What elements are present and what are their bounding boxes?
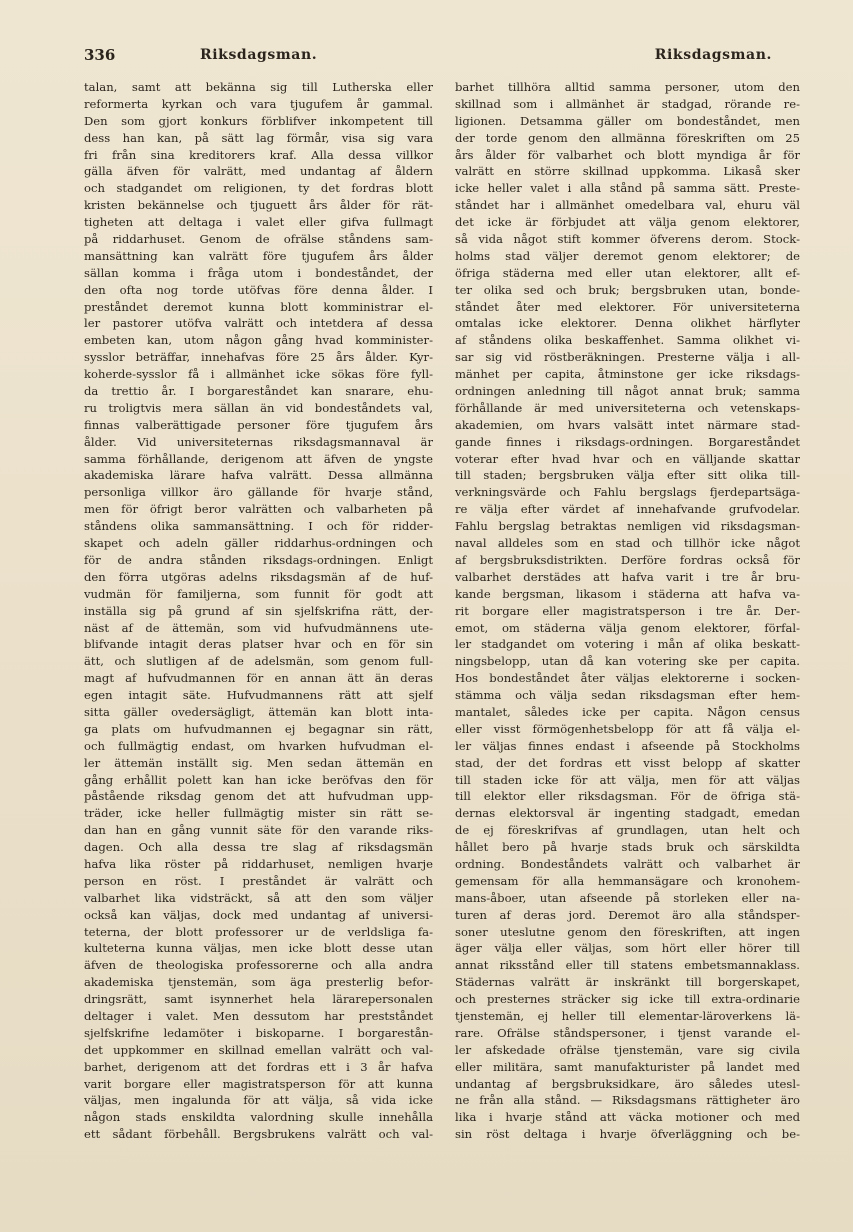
text-line: dan han en gång vunnit säte för den varande riks- <box>84 823 433 838</box>
text-line: gång erhållit polett kan han icke beröfvas den för <box>84 772 433 787</box>
text-line: påstående riksdag genom det att hufvudman upp- <box>84 789 433 804</box>
text-line: Hos bondeståndet åter väljas elektorerne i socken- <box>455 671 800 686</box>
text-line: akademiska tjenstemän, som äga presterlig befor- <box>84 975 433 990</box>
text-line: Den som gjort konkurs förblifver inkompetent till <box>84 113 433 128</box>
text-line: personliga villkor äro gällande för hvarje stånd, <box>84 485 433 500</box>
text-line: äfven de theologiska professorerne och alla andra <box>84 958 433 973</box>
text-line: ningsbelopp, utan då kan votering ske per capita. <box>455 654 800 669</box>
text-line: verkningsvärde och Fahlu bergslags fjerdepartsäga- <box>455 485 800 500</box>
text-line: mans-åboer, utan afseende på storleken eller na- <box>455 890 800 905</box>
text-line: blifvande intagit deras platser hvar och en för sin <box>84 637 433 652</box>
text-line: akademiska lärare hafva valrätt. Dessa allmänna <box>84 468 433 483</box>
text-line: förhållande är med universiteterna och vetenskaps- <box>455 400 800 415</box>
text-line: kristen bekännelse och tjuguett års ålder för rät- <box>84 198 433 213</box>
text-line: ett sådant förbehåll. Bergsbrukens valrätt och val- <box>84 1127 433 1142</box>
text-line: dringsrätt, samt isynnerhet hela lärarepersonalen <box>84 992 433 1007</box>
text-line: till staden icke för att välja, men för att väljas <box>455 772 800 787</box>
text-line: det icke är förbjudet att välja genom elektorer, <box>455 215 800 230</box>
text-line: lika i hvarje stånd att väcka motioner och med <box>455 1110 800 1125</box>
text-line: sar sig vid röstberäkningen. Presterne välja i all- <box>455 350 800 365</box>
text-line: talan, samt att bekänna sig till Lutherska eller <box>84 80 433 94</box>
text-line: eller militära, samt manufakturister på landet med <box>455 1059 800 1074</box>
text-line: ter olika sed och bruk; bergsbruken utan, bonde- <box>455 282 800 297</box>
text-line: ga plats om hufvudmannen ej begagnar sin rätt, <box>84 721 433 736</box>
text-line: barhet tillhöra alltid samma personer, utom den <box>455 80 800 94</box>
text-line: sin röst deltaga i hvarje öfverläggning och be- <box>455 1127 800 1142</box>
text-line: soner uteslutne genom den föreskriften, att ingen <box>455 924 800 939</box>
text-line: till elektor eller riksdagsman. För de öfriga stä- <box>455 789 800 804</box>
text-line: koherde-sysslor få i allmänhet icke sökas före fyll- <box>84 367 433 382</box>
text-line: kulteterna kunna väljas, men icke blott desse utan <box>84 941 433 956</box>
text-line: äger välja eller väljas, som hört eller hörer till <box>455 941 800 956</box>
text-line: gälla äfven för valrätt, med undantag af åldern <box>84 164 433 179</box>
text-line: fri från sina kreditorers kraf. Alla dessa villkor <box>84 147 433 162</box>
text-line: och presternes sträcker sig icke till extra-ordinarie <box>455 992 800 1007</box>
text-line: da trettio år. I borgareståndet kan snarare, ehu- <box>84 384 433 399</box>
text-line: mänhet per capita, åtminstone ger icke riksdags- <box>455 367 800 382</box>
text-line: vudmän för familjerna, som funnit för godt att <box>84 586 433 601</box>
running-head-right: Riksdagsman. <box>654 47 772 63</box>
text-line: stad, der det fordras ett visst belopp af skatter <box>455 755 800 770</box>
text-line: ligionen. Detsamma gäller om bondeståndet, men <box>455 113 800 128</box>
text-line: magt af hufvudmannen för en annan ätt än deras <box>84 671 433 686</box>
text-line: skapet och adeln gäller riddarhus-ordningen och <box>84 536 433 551</box>
text-line: samma förhållande, derigenom att äfven de yngste <box>84 451 433 466</box>
text-line: person en röst. I preståndet är valrätt och <box>84 873 433 888</box>
text-line: ätt, och slutligen af de adelsmän, som genom full- <box>84 654 433 669</box>
text-line: mantalet, således icke per capita. Någon census <box>455 704 800 719</box>
text-line: på riddarhuset. Genom de ofrälse ståndens sam- <box>84 232 433 247</box>
text-line: turen af deras jord. Deremot äro alla ståndsper- <box>455 907 800 922</box>
text-line: ordningen anledning till något annat bruk; samma <box>455 384 800 399</box>
text-line: Städernas valrätt är inskränkt till borgerskapet, <box>455 975 800 990</box>
text-line: ståndens olika sammansättning. I och för ridder- <box>84 519 433 534</box>
text-line: teterna, der blott professorer ur de verldsliga fa- <box>84 924 433 939</box>
text-line: det uppkommer en skillnad emellan valrätt och val- <box>84 1042 433 1057</box>
page-number: 336 <box>84 46 116 64</box>
text-line: ålder. Vid universiteternas riksdagsmannaval är <box>84 434 433 449</box>
text-line: af ståndens olika beskaffenhet. Samma olikhet vi- <box>455 333 800 348</box>
text-line: sitta gäller ovedersägligt, ättemän kan blott inta- <box>84 704 433 719</box>
text-line: deltager i valet. Men dessutom har prestståndet <box>84 1008 433 1023</box>
text-line: preståndet deremot kunna blott komministrar el- <box>84 299 433 314</box>
text-line: icke heller valet i alla stånd på samma sätt. Preste- <box>455 181 800 196</box>
text-line: och fullmägtig endast, om hvarken hufvudman el- <box>84 738 433 753</box>
text-line: akademien, om hvars valsätt intet närmare stad- <box>455 417 800 432</box>
text-line: näst af de ättemän, som vid hufvudmännens ute- <box>84 620 433 635</box>
text-line: de ej föreskrifvas af grundlagen, utan helt och <box>455 823 800 838</box>
text-line: hafva lika röster på riddarhuset, nemligen hvarje <box>84 856 433 871</box>
text-line: varit borgare eller magistratsperson för att kunna <box>84 1076 433 1091</box>
text-line: valbarhet lika vidsträckt, så att den som väljer <box>84 890 433 905</box>
text-line: ståndet har i allmänhet omedelbara val, ehuru väl <box>455 198 800 213</box>
right-text-column <box>455 79 800 1143</box>
text-line: öfriga städerna med eller utan elektorer, allt ef- <box>455 265 800 280</box>
text-line: skillnad som i allmänhet är stadgad, rörande re- <box>455 96 800 111</box>
text-line: kande bergsman, likasom i städerna att hafva va- <box>455 586 800 601</box>
text-line: holms stad väljer deremot genom elektorer; de <box>455 248 800 263</box>
text-line: ler väljas finnes endast i afseende på Stockholms <box>455 738 800 753</box>
text-line: dess han kan, på sätt lag förmår, visa sig vara <box>84 130 433 145</box>
text-line: för de andra stånden riksdags-ordningen. Enligt <box>84 552 433 567</box>
text-line: naval alldeles som en stad och tillhör icke något <box>455 536 800 551</box>
text-line: ru troligtvis mera sällan än vid bondeståndets val, <box>84 400 433 415</box>
text-line: inställa sig på grund af sin sjelfskrifna rätt, der- <box>84 603 433 618</box>
text-line: omtalas icke elektorer. Denna olikhet härflyter <box>455 316 800 331</box>
text-line: träder, icke heller fullmägtig mister sin rätt se- <box>84 806 433 821</box>
text-line: den förra utgöras adelns riksdagsmän af de huf- <box>84 569 433 584</box>
text-line: dernas elektorsval är ingenting stadgadt, emedan <box>455 806 800 821</box>
text-line: till staden; bergsbruken välja efter sitt olika till- <box>455 468 800 483</box>
text-line: ne från alla stånd. — Riksdagsmans rättigheter äro <box>455 1093 800 1108</box>
text-line: Fahlu bergslag betraktas nemligen vid riksdagsman- <box>455 519 800 534</box>
text-line: finnas valberättigade personer före tjugufem års <box>84 417 433 432</box>
text-line: någon stads enskildta valordning skulle innehålla <box>84 1110 433 1125</box>
text-line: annat riksstånd eller till statens embetsmannaklass. <box>455 958 800 973</box>
text-line: väljas, men ingalunda för att välja, så vida icke <box>84 1093 433 1108</box>
text-line: reformerta kyrkan och vara tjugufem år gammal. <box>84 96 433 111</box>
text-line: ler stadgandet om votering i mån af olika beskatt- <box>455 637 800 652</box>
text-line: gemensam för alla hemmansägare och kronohem- <box>455 873 800 888</box>
text-line: tigheten att deltaga i valet eller gifva fullmagt <box>84 215 433 230</box>
text-line: stämma och välja sedan riksdagsman efter hem- <box>455 688 800 703</box>
text-line: valbarhet derstädes att hafva varit i tre år bru- <box>455 569 800 584</box>
text-line: men för öfrigt beror valrätten och valbarheten på <box>84 502 433 517</box>
text-line: års ålder för valbarhet och blott myndiga år för <box>455 147 800 162</box>
text-line: af bergsbruksdistrikten. Derföre fordras också för <box>455 552 800 567</box>
text-line: undantag af bergsbruksidkare, äro således utesl- <box>455 1076 800 1091</box>
text-line: voterar efter hvad hvar och en välljande skattar <box>455 451 800 466</box>
text-line: valrätt en större skillnad uppkomma. Likaså sker <box>455 164 800 179</box>
text-line: embeten kan, utom någon gång hvad komminister- <box>84 333 433 348</box>
text-line: också kan väljas, dock med undantag af universi- <box>84 907 433 922</box>
text-line: sjelfskrifne ledamöter i biskoparne. I borgarestån- <box>84 1025 433 1040</box>
text-line: ler pastorer utöfva valrätt och intetdera af dessa <box>84 316 433 331</box>
text-line: sällan komma i fråga utom i bondeståndet, der <box>84 265 433 280</box>
text-line: der torde genom den allmänna föreskriften om 25 <box>455 130 800 145</box>
text-line: ståndet åter med elektorer. För universiteterna <box>455 299 800 314</box>
text-line: barhet, derigenom att det fordras ett i 3 år hafva <box>84 1059 433 1074</box>
text-line: den ofta nog torde utöfvas före denna ålder. I <box>84 282 433 297</box>
text-line: sysslor beträffar, innehafvas före 25 års ålder. Kyr- <box>84 350 433 365</box>
text-line: ler afskedade ofrälse tjenstemän, vare sig civila <box>455 1042 800 1057</box>
text-line: så vida något stift kommer öfverens derom. Stock- <box>455 232 800 247</box>
text-line: rit borgare eller magistratsperson i tre år. Der- <box>455 603 800 618</box>
text-line: dagen. Och alla dessa tre slag af riksdagsmän <box>84 840 433 855</box>
text-line: ordning. Bondeståndets valrätt och valbarhet är <box>455 856 800 871</box>
text-line: egen intagit säte. Hufvudmannens rätt att sjelf <box>84 688 433 703</box>
page-header <box>84 46 772 68</box>
left-text-column <box>84 79 433 1143</box>
text-line: emot, om städerna välja genom elektorer, förfal- <box>455 620 800 635</box>
text-line: re välja efter värdet af innehafvande grufvodelar. <box>455 502 800 517</box>
text-line: tjenstemän, ej heller till elementar-läroverkens lä- <box>455 1008 800 1023</box>
text-line: hållet bero på hvarje stads bruk och särskildta <box>455 840 800 855</box>
text-line: gande finnes i riksdags-ordningen. Borgareståndet <box>455 434 800 449</box>
text-line: rare. Ofrälse ståndspersoner, i tjenst varande el- <box>455 1025 800 1040</box>
text-line: och stadgandet om religionen, ty det fordras blott <box>84 181 433 196</box>
text-line: mansättning kan valrätt före tjugufem års ålder <box>84 248 433 263</box>
text-line: eller visst förmögenhetsbelopp för att få välja el- <box>455 721 800 736</box>
running-head-left: Riksdagsman. <box>200 47 318 63</box>
text-line: ler ättemän inställt sig. Men sedan ättemän en <box>84 755 433 770</box>
